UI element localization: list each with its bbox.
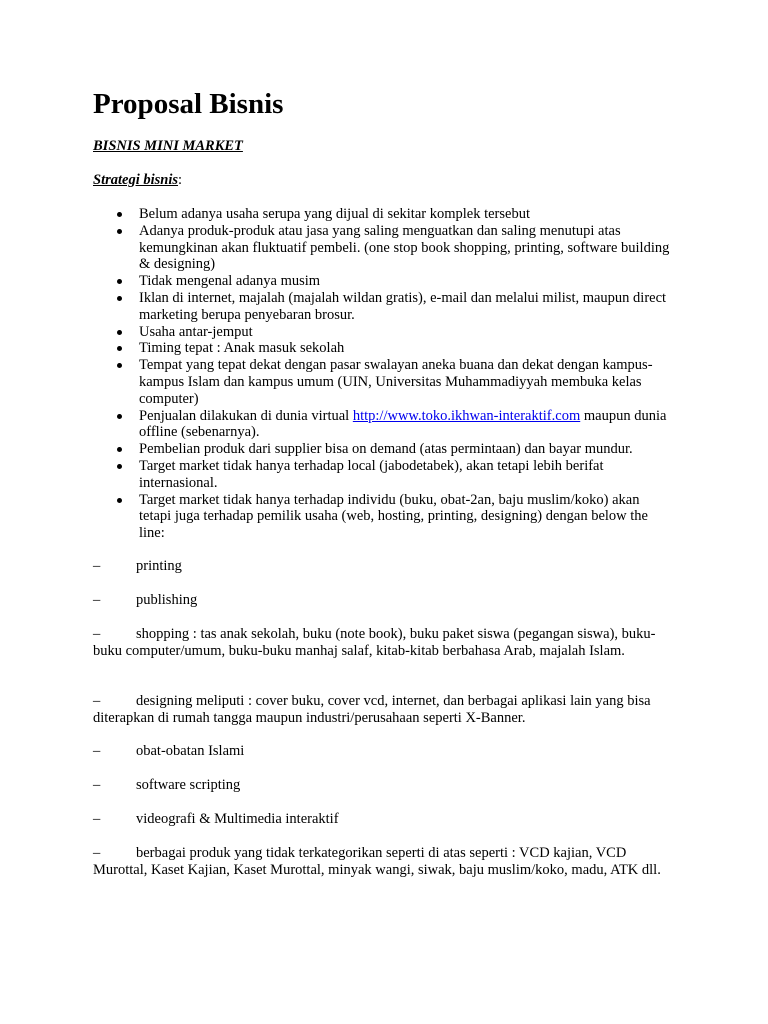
bullet-item [93, 357, 673, 407]
dash-item-text: shopping : tas anak sekolah, buku (note book), buku paket siswa (pegangan siswa), buku-buku computer/umum, buku-buku manhaj salaf, kitab-kitab berbahasa Arab, majalah Islam. [93, 626, 656, 659]
bullet-dot-icon [117, 212, 122, 217]
bullet-item [93, 340, 673, 357]
page-title: Proposal Bisnis [93, 88, 284, 120]
bullet-item [93, 324, 673, 341]
bullet-text: Tempat yang tepat dekat dengan pasar swalayan aneka buana dan dekat dengan kampus-kampus Islam dan kampus umum (UIN, Universitas Muhammadiyyah membuka kelas computer) [139, 357, 653, 407]
dash-item-text: publishing [136, 592, 198, 608]
document-subtitle: BISNIS MINI MARKET [93, 138, 243, 154]
strategy-label: Strategi bisnis [93, 172, 179, 188]
dash-item-lainnya [93, 845, 668, 879]
bullet-item [93, 458, 673, 492]
bullet-item [93, 408, 673, 442]
dash-mark: – [93, 743, 101, 759]
bullet-dot-icon [117, 229, 122, 234]
bullet-dot-icon [117, 346, 122, 351]
dash-item-designing [93, 693, 668, 727]
bullet-dot-icon [117, 330, 122, 335]
dash-mark: – [93, 592, 101, 608]
dash-mark: – [93, 693, 101, 709]
bullet-text: Tidak mengenal adanya musim [139, 273, 321, 290]
dash-item-shopping [93, 626, 668, 660]
bullet-text: Timing tepat : Anak masuk sekolah [139, 340, 345, 357]
bullet-text: Adanya produk-produk atau jasa yang saling menguatkan dan saling menutupi atas kemungkinan akan fluktuatif pembeli. (one stop book shopping, printing, software building & designing) [139, 222, 670, 273]
dash-item-text: software scripting [136, 777, 241, 793]
dash-mark: – [93, 811, 101, 827]
strategy-bullet-list [93, 206, 673, 542]
dash-mark: – [93, 626, 101, 642]
dash-item-obat [93, 743, 668, 760]
bullet-dot-icon [117, 447, 122, 452]
bullet-item [93, 492, 673, 542]
dash-mark: – [93, 845, 101, 861]
dash-item-software [93, 777, 668, 794]
bullet-text-after-link: maupun dunia offline (sebenarnya). [139, 407, 667, 441]
bullet-item [93, 223, 673, 273]
bullet-text: Iklan di internet, majalah (majalah wildan gratis), e-mail dan melalui milist, maupun direct marketing berupa penyebaran brosur. [139, 289, 667, 323]
dash-item-text: designing meliputi : cover buku, cover vcd, internet, dan berbagai aplikasi lain yang bisa diterapkan di rumah tangga maupun industri/perusahaan seperti X-Banner. [93, 693, 651, 726]
bullet-item [93, 441, 673, 458]
dash-item-text: obat-obatan Islami [136, 743, 245, 759]
dash-mark: – [93, 558, 101, 574]
bullet-item [93, 290, 673, 324]
bullet-text: Target market tidak hanya terhadap local (jabodetabek), akan tetapi lebih berifat internasional. [139, 457, 604, 491]
bullet-text: Pembelian produk dari supplier bisa on demand (atas permintaan) dan bayar mundur. [139, 441, 633, 458]
bullet-dot-icon [117, 296, 122, 301]
strategy-colon: : [178, 172, 183, 188]
dash-item-text: berbagai produk yang tidak terkategorikan seperti di atas seperti : VCD kajian, VCD Murottal, Kaset Kajian, Kaset Murottal, minyak wangi, siwak, baju muslim/koko, madu, ATK dll. [93, 845, 661, 878]
dash-item-videografi [93, 811, 668, 828]
bullet-item [93, 206, 673, 223]
dash-mark: – [93, 777, 101, 793]
toko-ikhwan-link[interactable]: http://www.toko.ikhwan-interaktif.com [352, 407, 581, 424]
bullet-dot-icon [117, 363, 122, 368]
bullet-dot-icon [117, 498, 122, 503]
bullet-text: Target market tidak hanya terhadap individu (buku, obat-2an, baju muslim/koko) akan tetapi juga terhadap pemilik usaha (web, hosting, printing, designing) dengan below the line: [139, 491, 648, 542]
bullet-text-before-link: Penjualan dilakukan di dunia virtual [139, 407, 353, 424]
dash-item-printing [93, 558, 668, 575]
dash-item-publishing [93, 592, 668, 609]
bullet-item [93, 273, 673, 290]
bullet-text: Usaha antar-jemput [139, 323, 253, 340]
bullet-dot-icon [117, 279, 122, 284]
dash-item-text: printing [136, 558, 182, 574]
bullet-text: Belum adanya usaha serupa yang dijual di sekitar komplek tersebut [139, 206, 530, 222]
bullet-dot-icon [117, 464, 122, 469]
bullet-dot-icon [117, 414, 122, 419]
strategy-heading [93, 171, 182, 189]
dash-item-text: videografi & Multimedia interaktif [136, 811, 339, 827]
